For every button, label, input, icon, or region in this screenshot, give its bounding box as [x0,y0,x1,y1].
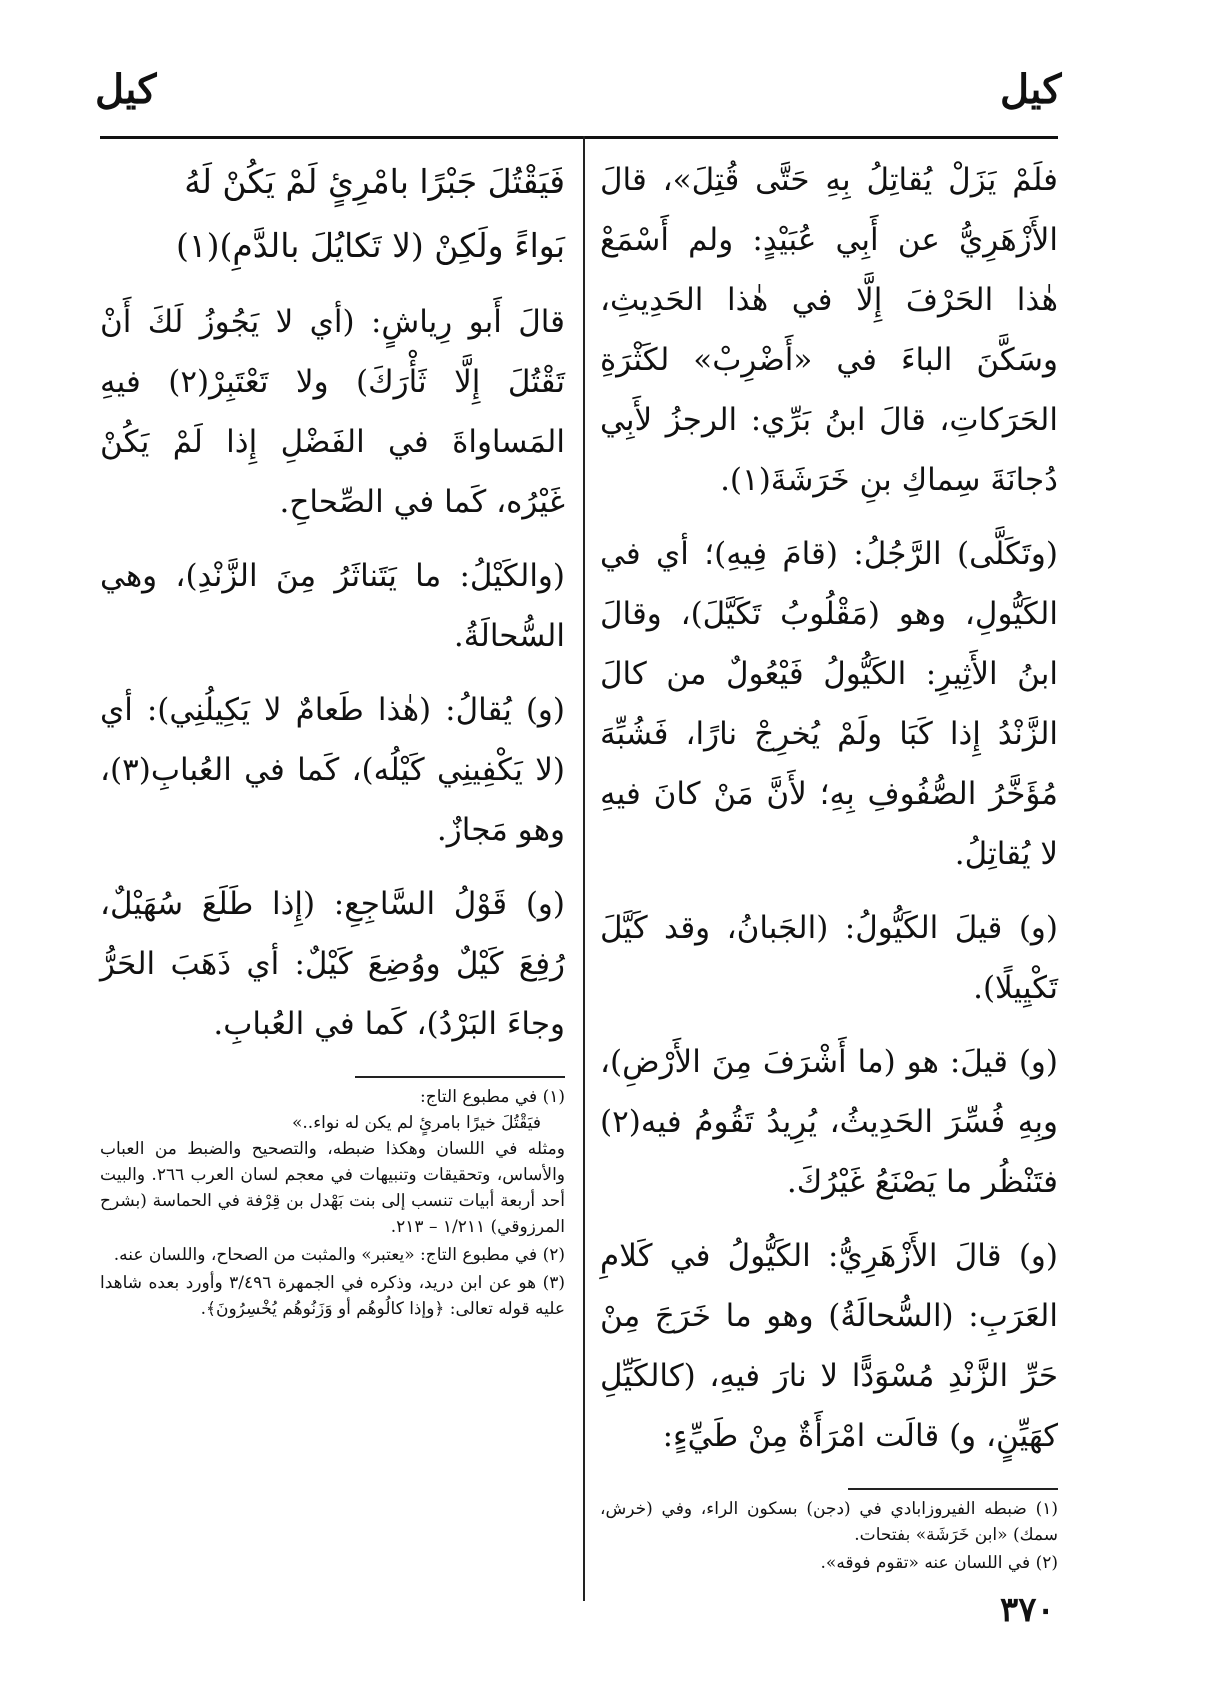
paragraph: (و) قيلَ: هو (ما أَشْرَفَ مِنَ الأَرْضِ)، وبِهِ فُسِّرَ الحَدِيثُ، يُرِيدُ تَقُومُ فيه(٢) فتَنْظُر ما يَصْنَعُ غَيْرُكَ. [600,1044,1058,1200]
footnote-verse: فيَقْتُلَ خيرًا بامرئٍ لم يكن له نواء..» [291,1113,541,1133]
footnote: (١) ضبطه الفيروزابادي في (دجن) بسكون الراء، وفي (خرش، سمك) «ابن خَرَشَة» بفتحات. [600,1499,1058,1545]
header-word-right: كيل [1000,66,1062,113]
left-column [100,150,565,1324]
paragraph: قالَ أَبو رِياشٍ: (أي لا يَجُوزُ لَكَ أَنْ تَقْتُلَ إِلَّا ثَأْرَكَ) ولا تَعْتَبِرْ(٢) فيهِ المَساواةَ في الفَضْلِ إِذا لَمْ يَكُنْ غَيْرُه، كَما في الصِّحاحِ. [100,304,565,520]
verse-line: فَيَقْتُلَ جَبْرًا بامْرِئٍ لَمْ يَكُنْ لَهُ [184,162,565,201]
footnote-rule [848,1488,1058,1490]
paragraph: (والكَيْلُ: ما يَتَناثَرُ مِنَ الزَّنْدِ)، وهي السُّحالَةُ. [100,558,565,654]
footnote-head: (١) في مطبوع التاج: [420,1087,565,1107]
paragraph: فلَمْ يَزَلْ يُقاتِلُ بِهِ حَتَّى قُتِلَ»، قالَ الأَزْهَرِيُّ عن أَبِي عُبَيْدٍ: ولم أَسْمَعْ هٰذا الحَرْفَ إِلَّا في هٰذا الحَدِيثِ، وسَكَّنَ الباءَ في «أَضْرِبْ» لكَثْرَةِ الحَرَكاتِ، قالَ ابنُ بَرِّي: الرجزُ لأَبِي دُجانَةَ سِماكِ بنِ خَرَشَةَ(١). [600,162,1058,498]
column-divider [583,136,585,1601]
footnote: (٢) في اللسان عنه «تقوم فوقه». [820,1553,1058,1573]
paragraph: (و) قَوْلُ السَّاجِعِ: (إِذا طَلَعَ سُهَيْلٌ، رُفِعَ كَيْلٌ ووُضِعَ كَيْلٌ: أي ذَهَبَ الحَرُّ وجاءَ البَرْدُ)، كَما في العُبابِ. [100,886,565,1042]
header-rule [100,136,1058,139]
footnote: (٢) في مطبوع التاج: «يعتبر» والمثبت من الصحاح، واللسان عنه. [113,1245,565,1265]
footnote: (٣) هو عن ابن دريد، وذكره في الجمهرة ٣/٤٩٦ وأورد بعده شاهدا عليه قوله تعالى: ﴿وإذا كالُوهُم أو وَزَنُوهُم يُخْسِرُونَ﴾. [100,1273,566,1319]
footnote [100,1084,565,1240]
header-word-left: كيل [95,66,157,113]
verse-line: بَواءً ولَكِنْ (لا تَكايُلَ بالدَّمِ)(١) [176,226,565,265]
paragraph: (و) يُقالُ: (هٰذا طَعامٌ لا يَكِيلُنِي): أي (لا يَكْفِينِي كَيْلُه)، كَما في العُبابِ(٣)، وهو مَجازٌ. [100,692,565,848]
right-column [600,150,1058,1578]
page-number: ٣٧٠ [1000,1590,1055,1630]
footnote-body: ومثله في اللسان وهكذا ضبطه، والتصحيح والضبط من العباب والأساس، وتحقيقات وتنبيهات في معجم لسان العرب ٢٦٦. والبيت أحد أربعة أبيات تنسب إلى بنت بَهْدل بن قِرْفة في الحماسة (بشرح المرزوقي) ١/٢١١ – ٢١٣. [100,1139,565,1237]
paragraph: (و) قيلَ الكَيُّولُ: (الجَبانُ، وقد كَيَّلَ تَكْيِيلًا). [600,910,1058,1006]
paragraph: (و) قالَ الأَزْهَرِيُّ: الكَيُّولُ في كَلامِ العَرَبِ: (السُّحالَةُ) وهو ما خَرَجَ مِنْ حَرِّ الزَّنْدِ مُسْوَدًّا لا نارَ فيهِ، (كالكَيِّلِ كهَيِّنٍ، و) قالَت امْرَأَةٌ مِنْ طَيِّءٍ: [600,1238,1058,1454]
footnote-rule [355,1076,565,1078]
paragraph: (وتَكَلَّى) الرَّجُلُ: (قامَ فِيهِ)؛ أي في الكَيُّولِ، وهو (مَقْلُوبُ تَكَيَّلَ)، وقالَ ابنُ الأَثِيرِ: الكَيُّولُ فَيْعُولٌ من كالَ الزَّنْدُ إِذا كَبَا ولَمْ يُخرِجْ نارًا، فَشُبِّهَ مُؤَخَّرُ الصُّفُوفِ بِهِ؛ لأَنَّ مَنْ كانَ فيهِ لا يُقاتِلُ. [600,536,1058,872]
